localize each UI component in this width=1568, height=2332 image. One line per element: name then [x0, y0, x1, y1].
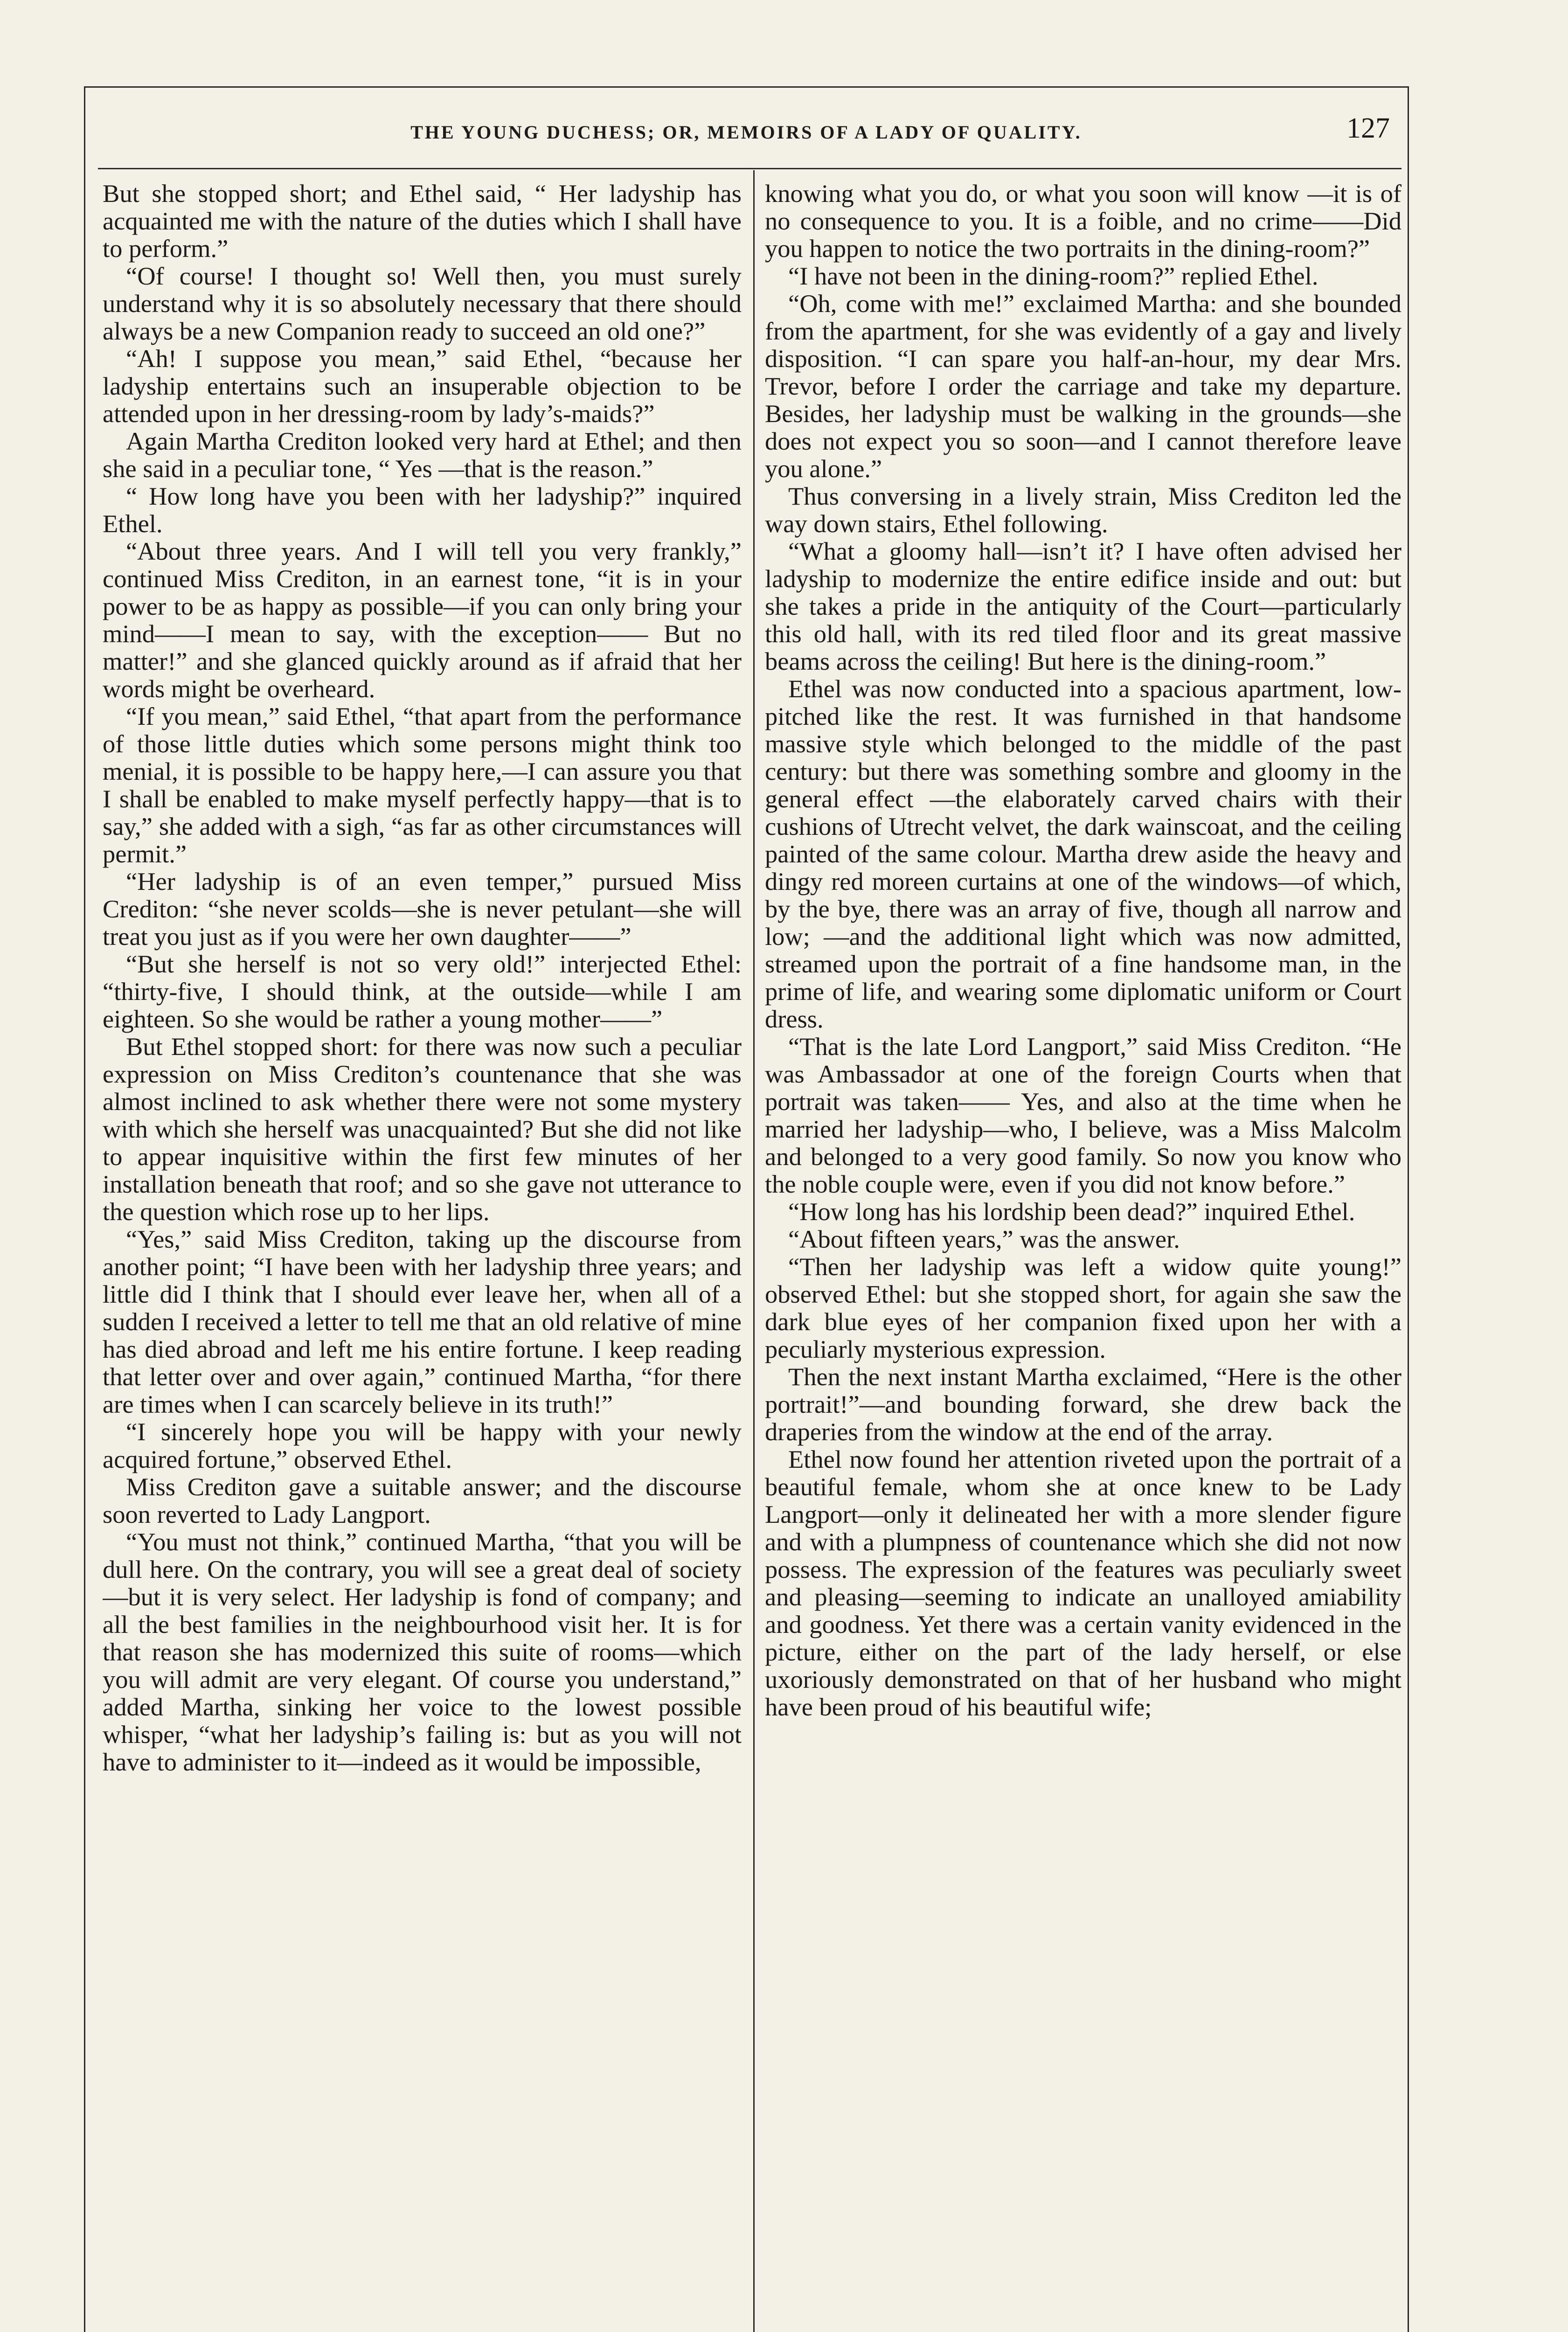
paragraph: Ethel now found her attention riveted upon the portrait of a beautiful female, whom she at once knew to be Lady Langport—only it delineated her with a more slender figure and with a plumpness of countenance which she did not now possess. The expression of the features was peculiarly sweet and pleasing—seeming to indicate an unalloyed amiability and goodness. Yet there was a certain vanity evidenced in the picture, either on the part of the lady herself, or else uxoriously demonstrated on that of her husband who might have been proud of his beautiful wife; [765, 1445, 1401, 1721]
column-divider [753, 170, 755, 2332]
paragraph: “Of course! I thought so! Well then, you must surely understand why it is so absolutely necessary that there should always be a new Companion ready to succeed an old one?” [103, 262, 742, 345]
paragraph: “Then her ladyship was left a widow quite young!” observed Ethel: but she stopped short, for again she saw the dark blue eyes of her companion fixed upon her with a peculiarly mysterious expression. [765, 1252, 1401, 1363]
paragraph: “But she herself is not so very old!” interjected Ethel: “thirty-five, I should think, at the outside—while I am eighteen. So she would be rather a young mother——” [103, 950, 742, 1033]
paragraph: “Yes,” said Miss Crediton, taking up the discourse from another point; “I have been with her ladyship three years; and little did I think that I should ever leave her, when all of a sudden I received a letter to tell me that an old relative of mine has died abroad and left me his entire fortune. I keep reading that letter over and over again,” continued Martha, “for there are times when I can scarcely believe in its truth!” [103, 1225, 742, 1418]
paragraph: knowing what you do, or what you soon will know —it is of no consequence to you. It is a foible, and no crime——Did you happen to notice the two portraits in the dining-room?” [765, 180, 1401, 263]
paragraph: “I have not been in the dining-room?” replied Ethel. [788, 262, 1318, 290]
paragraph: But Ethel stopped short: for there was now such a peculiar expression on Miss Crediton’s countenance that she was almost inclined to ask whether there were not some mystery with which she herself was unacquainted? But she did not like to appear inquisitive within the first few minutes of her installation beneath that roof; and so she gave not utterance to the question which rose up to her lips. [103, 1032, 742, 1226]
paragraph: “That is the late Lord Langport,” said Miss Crediton. “He was Ambassador at one of the foreign Courts when that portrait was taken—— Yes, and also at the time when he married her ladyship—who, I believe, was a Miss Malcolm and belonged to a very good family. So now you know who the noble couple were, even if you did not know before.” [765, 1032, 1401, 1198]
left-column [103, 180, 742, 2332]
paragraph: “What a gloomy hall—isn’t it? I have often advised her ladyship to modernize the entire edifice inside and out: but she takes a pride in the antiquity of the Court—particularly this old hall, with its red tiled floor and its great massive beams across the ceiling! But here is the dining-room.” [765, 537, 1401, 675]
paragraph: Thus conversing in a lively strain, Miss Crediton led the way down stairs, Ethel following. [765, 482, 1401, 538]
paragraph: “Her ladyship is of an even temper,” pursued Miss Crediton: “she never scolds—she is never petulant—she will treat you just as if you were her own daughter——” [103, 867, 742, 951]
paragraph: “If you mean,” said Ethel, “that apart from the performance of those little duties which some persons might think too menial, it is possible to be happy here,—I can assure you that I shall be enabled to make myself perfectly happy—that is to say,” she added with a sigh, “as far as other circumstances will permit.” [103, 702, 742, 868]
paragraph: “How long has his lordship been dead?” inquired Ethel. [788, 1197, 1355, 1226]
paragraph: Ethel was now conducted into a spacious apartment, low-pitched like the rest. It was furnished in that handsome massive style which belonged to the middle of the past century: but there was something sombre and gloomy in the general effect —the elaborately carved chairs with their cushions of Utrecht velvet, the dark wainscoat, and the ceiling painted of the same colour. Martha drew aside the heavy and dingy red moreen curtains at one of the windows—of which, by the bye, there was an array of five, though all narrow and low; —and the additional light which was now admitted, streamed upon the portrait of a fine handsome man, in the prime of life, and wearing some diplomatic uniform or Court dress. [765, 674, 1401, 1033]
right-column [765, 180, 1401, 2332]
page-number: 127 [1346, 112, 1390, 144]
paragraph: Miss Crediton gave a suitable answer; and the discourse soon reverted to Lady Langport. [103, 1472, 742, 1528]
header-rule [98, 168, 1401, 169]
paragraph: “I sincerely hope you will be happy with your newly acquired fortune,” observed Ethel. [103, 1417, 742, 1473]
paragraph: “You must not think,” continued Martha, “that you will be dull here. On the contrary, you will see a great deal of society—but it is very select. Her ladyship is fond of company; and all the best families in the neighbourhood visit her. It is for that reason she has modernized this suite of rooms—which you will admit are very elegant. Of course you understand,” added Martha, sinking her voice to the lowest possible whisper, “what her ladyship’s failing is: but as you will not have to administer to it—indeed as it would be impossible, [103, 1527, 742, 1776]
paragraph: “Oh, come with me!” exclaimed Martha: and she bounded from the apartment, for she was evidently of a gay and lively disposition. “I can spare you half-an-hour, my dear Mrs. Trevor, before I order the carriage and take my departure. Besides, her ladyship must be walking in the grounds—she does not expect you so soon—and I cannot therefore leave you alone.” [765, 289, 1401, 483]
running-head [93, 112, 1399, 168]
paragraph: “Ah! I suppose you mean,” said Ethel, “because her ladyship entertains such an insuperable objection to be attended upon in her dressing-room by lady’s-maids?” [103, 344, 742, 428]
paragraph: Again Martha Crediton looked very hard at Ethel; and then she said in a peculiar tone, “ Yes —that is the reason.” [103, 427, 742, 483]
paragraph: “About three years. And I will tell you very frankly,” continued Miss Crediton, in an earnest tone, “it is in your power to be as happy as possible—if you can only bring your mind——I mean to say, with the exception—— But no matter!” and she glanced quickly around as if afraid that her words might be overheard. [103, 537, 742, 703]
paragraph: “About fifteen years,” was the answer. [788, 1225, 1180, 1253]
paragraph: Then the next instant Martha exclaimed, “Here is the other portrait!”—and bounding forward, she drew back the draperies from the window at the end of the array. [765, 1362, 1401, 1446]
paragraph: But she stopped short; and Ethel said, “ Her ladyship has acquainted me with the nature of the duties which I shall have to perform.” [103, 180, 742, 263]
paragraph: “ How long have you been with her ladyship?” inquired Ethel. [103, 482, 742, 538]
running-title: THE YOUNG DUCHESS; OR, MEMOIRS OF A LADY OF QUALITY. [410, 122, 1082, 143]
